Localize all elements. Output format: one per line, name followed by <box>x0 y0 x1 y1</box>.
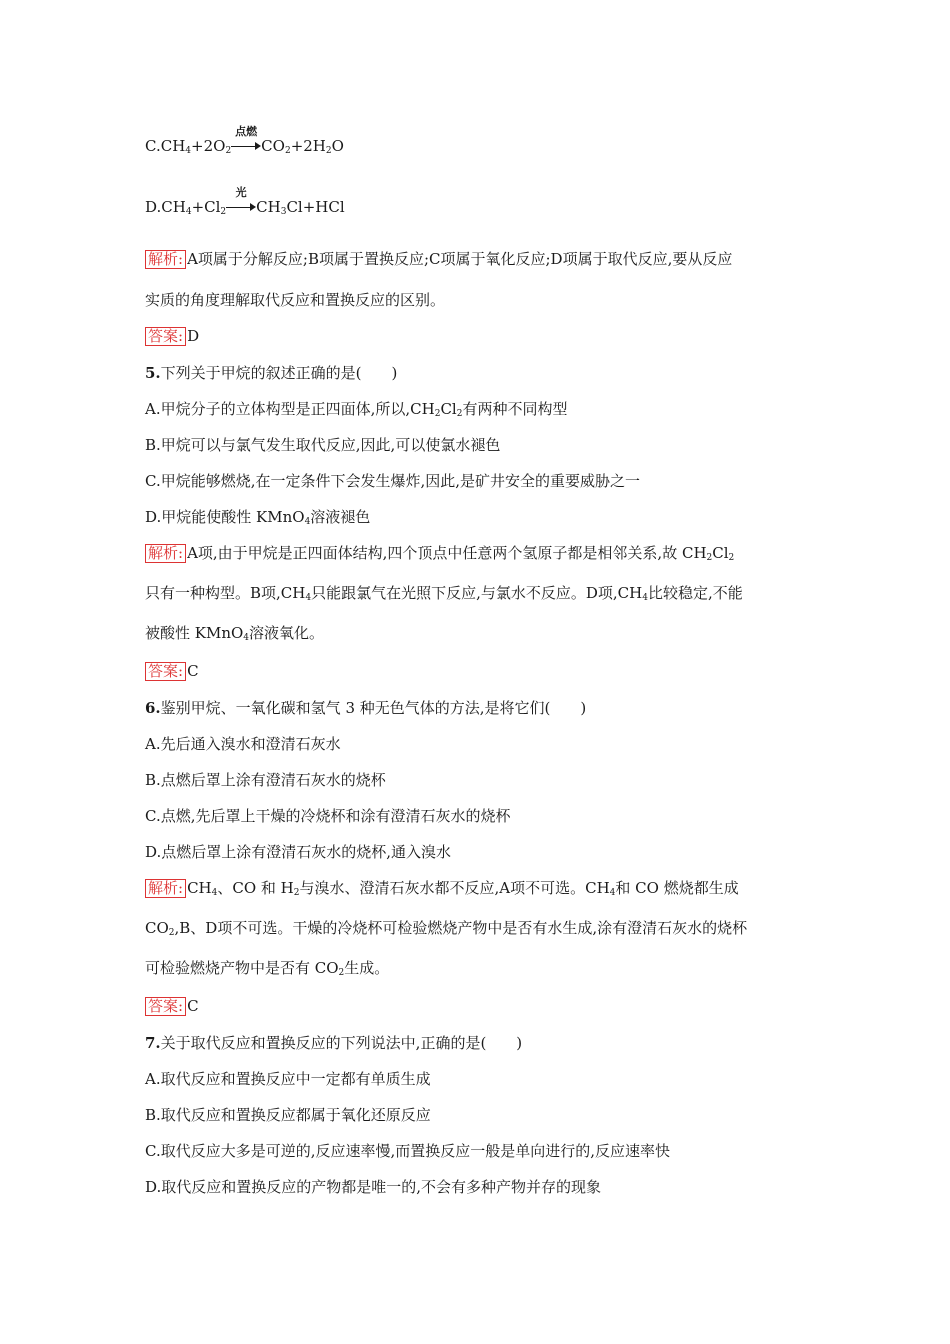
answer-value: D <box>187 327 200 345</box>
question-number: 6. <box>145 699 161 717</box>
reaction-condition: 点燃 <box>235 125 258 138</box>
option-b: B.取代反应和置换反应都属于氧化还原反应 <box>145 1106 431 1124</box>
analysis-line: 解析: $CH_4$、CO 和 $H_2$与溴水、澄清石灰水都不反应,A项不可选。$CH_4$和 CO 燃烧都生成 <box>145 878 739 898</box>
question-stem: 5.下列关于甲烷的叙述正确的是( ) <box>145 364 398 382</box>
analysis-label: 解析: <box>145 879 186 898</box>
analysis-line: $CO_2,B$、D项不可选。干燥的冷烧杯可检验燃烧产物中是否有水生成,涂有澄清石灰水的烧杯 <box>145 919 748 938</box>
answer-line <box>145 996 199 1016</box>
analysis-line: 被酸性 KMnO$_4$溶液氧化。 <box>145 624 325 643</box>
option-d: D.点燃后罩上涂有澄清石灰水的烧杯,通入溴水 <box>145 843 452 861</box>
analysis-line: 解析: A项属于分解反应;B项属于置换反应;C项属于氧化反应;D项属于取代反应,要从反应 <box>145 249 732 269</box>
analysis-line: 实质的角度理解取代反应和置换反应的区别。 <box>145 291 446 309</box>
question-number: 5. <box>145 364 161 382</box>
answer-value: C <box>187 997 199 1015</box>
option-c: C.甲烷能够燃烧,在一定条件下会发生爆炸,因此,是矿井安全的重要威胁之一 <box>145 472 641 490</box>
answer-label: 答案: <box>145 327 186 346</box>
option-d: D.取代反应和置换反应的产物都是唯一的,不会有多种产物并存的现象 <box>145 1178 602 1196</box>
option-b: B.点燃后罩上涂有澄清石灰水的烧杯 <box>145 771 386 789</box>
question-stem: 7.关于取代反应和置换反应的下列说法中,正确的是( ) <box>145 1034 523 1052</box>
analysis-label: 解析: <box>145 544 186 563</box>
reaction-arrow <box>231 125 261 156</box>
option-c-equation: $C.CH_4+2O_2$ 点燃 $CO_2+2H_2O$ <box>145 136 344 156</box>
analysis-line: 解析: A项,由于甲烷是正四面体结构,四个顶点中任意两个氢原子都是相邻关系,故 $CH_2Cl_2$ <box>145 543 734 563</box>
answer-label: 答案: <box>145 997 186 1016</box>
answer-line <box>145 661 199 681</box>
option-c: C.取代反应大多是可逆的,反应速率慢,而置换反应一般是单向进行的,反应速率快 <box>145 1142 671 1160</box>
option-a: A.甲烷分子的立体构型是正四面体,所以$,CH_2Cl_2$有两种不同构型 <box>145 400 568 419</box>
option-c: C.点燃,先后罩上干燥的冷烧杯和涂有澄清石灰水的烧杯 <box>145 807 511 825</box>
analysis-line: 只有一种构型。B项$,CH_4$只能跟氯气在光照下反应,与氯水不反应。D项$,CH_4$比较稳定,不能 <box>145 584 743 603</box>
reaction-arrow <box>226 186 256 217</box>
option-a: A.取代反应和置换反应中一定都有单质生成 <box>145 1070 431 1088</box>
analysis-line: 可检验燃烧产物中是否有 $CO_2$生成。 <box>145 959 390 978</box>
answer-label: 答案: <box>145 662 186 681</box>
question-stem: 6.鉴别甲烷、一氧化碳和氢气 3 种无色气体的方法,是将它们( ) <box>145 699 587 717</box>
option-d-equation: $D.CH_4+Cl_2$ 光 $CH_3Cl+HCl$ <box>145 197 345 217</box>
answer-value: C <box>187 662 199 680</box>
option-d: D.甲烷能使酸性 KMnO$_4$溶液褪色 <box>145 508 371 527</box>
question-number: 7. <box>145 1034 161 1052</box>
answer-line <box>145 326 199 346</box>
reaction-condition: 光 <box>235 186 247 199</box>
option-a: A.先后通入溴水和澄清石灰水 <box>145 735 341 753</box>
analysis-label: 解析: <box>145 250 186 269</box>
option-b: B.甲烷可以与氯气发生取代反应,因此,可以使氯水褪色 <box>145 436 501 454</box>
